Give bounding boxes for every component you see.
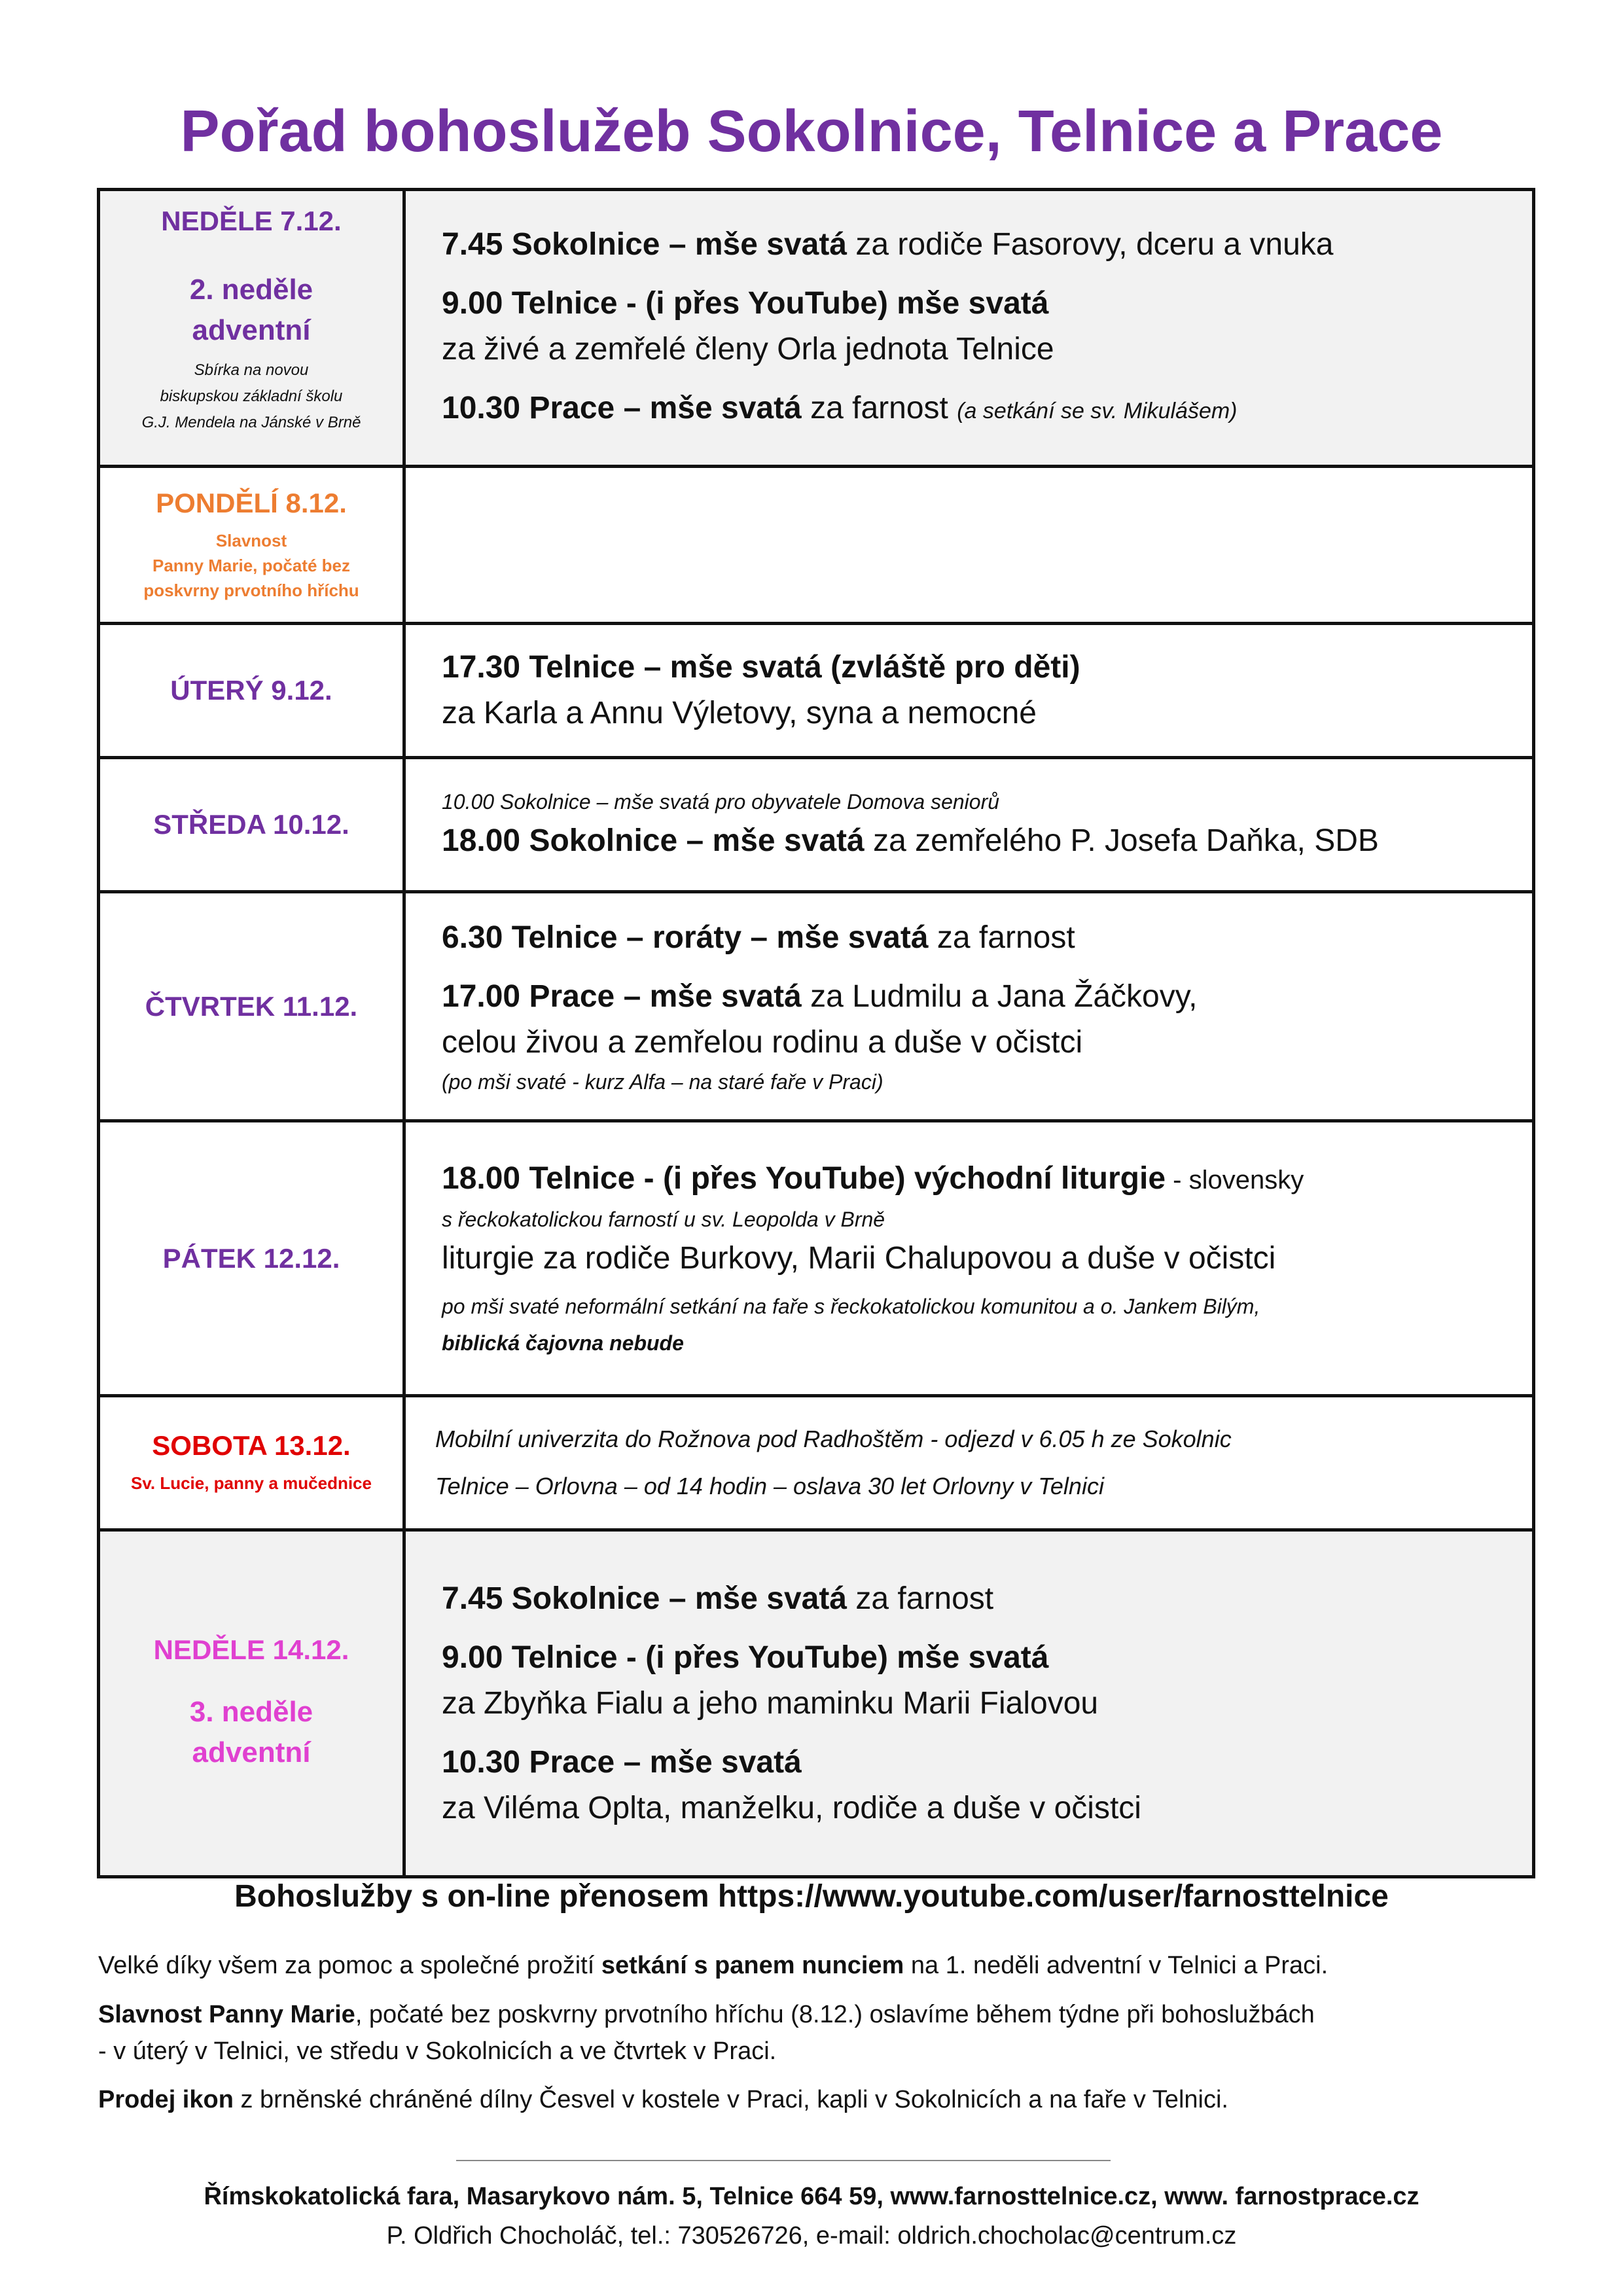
day-subtitle: 3. neděle adventní: [189, 1695, 313, 1768]
day-label: NEDĚLE 7.12.: [161, 206, 342, 236]
service-line: 7.45 Sokolnice – mše svatá za farnost: [442, 1581, 994, 1616]
service-line: 18.00 Telnice - (i přes YouTube) východní liturgie - slovensky: [442, 1160, 1304, 1196]
after-note: po mši svaté neformální setkání na faře s řeckokatolickou komunitou a o. Jankem Bilým, biblická čajovna nebude: [442, 1294, 1260, 1355]
day-cell: [99, 467, 404, 624]
schedule-table: [97, 188, 1535, 1878]
notice-paragraph: Slavnost Panny Marie, počaté bez poskvrny prvotního hříchu (8.12.) oslavíme během týdne při bohoslužbách - v úterý v Telnici, ve středu v Sokolnicích a ve čtvrtek v Praci.: [98, 2001, 1315, 2065]
services-cell: [404, 1396, 1534, 1530]
day-label: PONDĚLÍ 8.12.: [156, 487, 347, 518]
footer-divider: [456, 2160, 1111, 2161]
feast-note: Sv. Lucie, panny a mučednice: [131, 1473, 372, 1493]
notice-paragraph: Prodej ikon z brněnské chráněné dílny Česvel v kostele v Praci, kapli v Sokolnicích a na faře v Telnici.: [98, 2086, 1228, 2113]
table-row: [99, 467, 1534, 624]
service-intention: celou živou a zemřelou rodinu a duše v očistci: [442, 1024, 1083, 1060]
table-row: [99, 1121, 1534, 1396]
footer-contact: P. Oldřich Chocholáč, tel.: 730526726, e-mail: oldrich.chocholac@centrum.cz: [386, 2222, 1237, 2250]
table-row: [99, 892, 1534, 1121]
day-cell: [99, 892, 404, 1121]
page-title: Pořad bohoslužeb Sokolnice, Telnice a Prace: [180, 99, 1443, 164]
footer-address: Římskokatolická fara, Masarykovo nám. 5, Telnice 664 59, www.farnosttelnice.cz, www. farnostprace.cz: [204, 2183, 1419, 2210]
service-line: 18.00 Sokolnice – mše svatá za zemřelého P. Josefa Daňka, SDB: [442, 823, 1379, 858]
day-label: NEDĚLE 14.12.: [153, 1634, 349, 1665]
service-line: 10.30 Prace – mše svatá: [442, 1744, 802, 1780]
service-intention: za Viléma Oplta, manželku, rodiče a duše v očistci: [442, 1790, 1141, 1825]
notice-paragraph: Velké díky všem za pomoc a společné prožití setkání s panem nunciem na 1. neděli adventní v Telnici a Praci.: [98, 1952, 1329, 1979]
day-subtitle: 2. neděle adventní: [189, 274, 313, 346]
event-line: Telnice – Orlovna – od 14 hodin – oslava 30 let Orlovny v Telnici: [435, 1473, 1104, 1499]
services-cell: [404, 1530, 1534, 1877]
table-row: [99, 624, 1534, 758]
table-row: [99, 190, 1534, 467]
services-cell: [404, 1121, 1534, 1396]
services-cell: [404, 190, 1534, 467]
service-line: 10.30 Prace – mše svatá za farnost (a setkání se sv. Mikulášem): [442, 391, 1238, 425]
services-cell: [404, 467, 1534, 624]
day-cell: [99, 1530, 404, 1877]
service-note: 10.00 Sokolnice – mše svatá pro obyvatele Domova seniorů: [442, 790, 1000, 814]
service-note: (po mši svaté - kurz Alfa – na staré faře v Praci): [442, 1069, 883, 1094]
services-cell: [404, 758, 1534, 892]
service-line: 9.00 Telnice - (i přes YouTube) mše svatá: [442, 286, 1049, 321]
day-label: STŘEDA 10.12.: [153, 809, 349, 840]
service-intention: za Zbyňka Fialu a jeho maminku Marii Fialovou: [442, 1685, 1099, 1721]
event-line: Mobilní univerzita do Rožnova pod Radhoštěm - odjezd v 6.05 h ze Sokolnic: [435, 1426, 1232, 1452]
day-cell: [99, 758, 404, 892]
day-label: SOBOTA 13.12.: [152, 1430, 351, 1461]
service-note: s řeckokatolickou farností u sv. Leopolda v Brně: [442, 1207, 885, 1231]
table-row: [99, 758, 1534, 892]
services-cell: [404, 624, 1534, 758]
day-cell: [99, 624, 404, 758]
day-label: PÁTEK 12.12.: [162, 1242, 340, 1274]
service-line: 7.45 Sokolnice – mše svatá za rodiče Fasorovy, dceru a vnuka: [442, 227, 1334, 262]
day-label: ČTVRTEK 11.12.: [145, 990, 358, 1022]
service-line: 17.30 Telnice – mše svatá (zvláště pro děti): [442, 650, 1080, 685]
service-intention: za Karla a Annu Výletovy, syna a nemocné: [442, 696, 1037, 730]
table-row: [99, 1396, 1534, 1530]
collection-note: Sbírka na novou biskupskou základní školu G.J. Mendela na Jánské v Brně: [141, 361, 361, 431]
table-row: [99, 1530, 1534, 1877]
day-cell: [99, 1396, 404, 1530]
online-broadcast-note: Bohoslužby s on-line přenosem https://www.youtube.com/user/farnosttelnice: [234, 1879, 1389, 1914]
services-cell: [404, 892, 1534, 1121]
day-label: ÚTERÝ 9.12.: [170, 675, 332, 706]
feast-note: Slavnost Panny Marie, počaté bez poskvrny prvotního hříchu: [143, 530, 359, 600]
service-intention: za živé a zemřelé členy Orla jednota Telnice: [442, 332, 1054, 367]
day-cell: [99, 1121, 404, 1396]
service-line: 17.00 Prace – mše svatá za Ludmilu a Jana Žáčkovy,: [442, 978, 1198, 1014]
service-line: 9.00 Telnice - (i přes YouTube) mše svatá: [442, 1640, 1049, 1675]
service-intention: liturgie za rodiče Burkovy, Marii Chalupovou a duše v očistci: [442, 1240, 1276, 1276]
day-cell: [99, 190, 404, 467]
service-line: 6.30 Telnice – roráty – mše svatá za farnost: [442, 920, 1075, 955]
